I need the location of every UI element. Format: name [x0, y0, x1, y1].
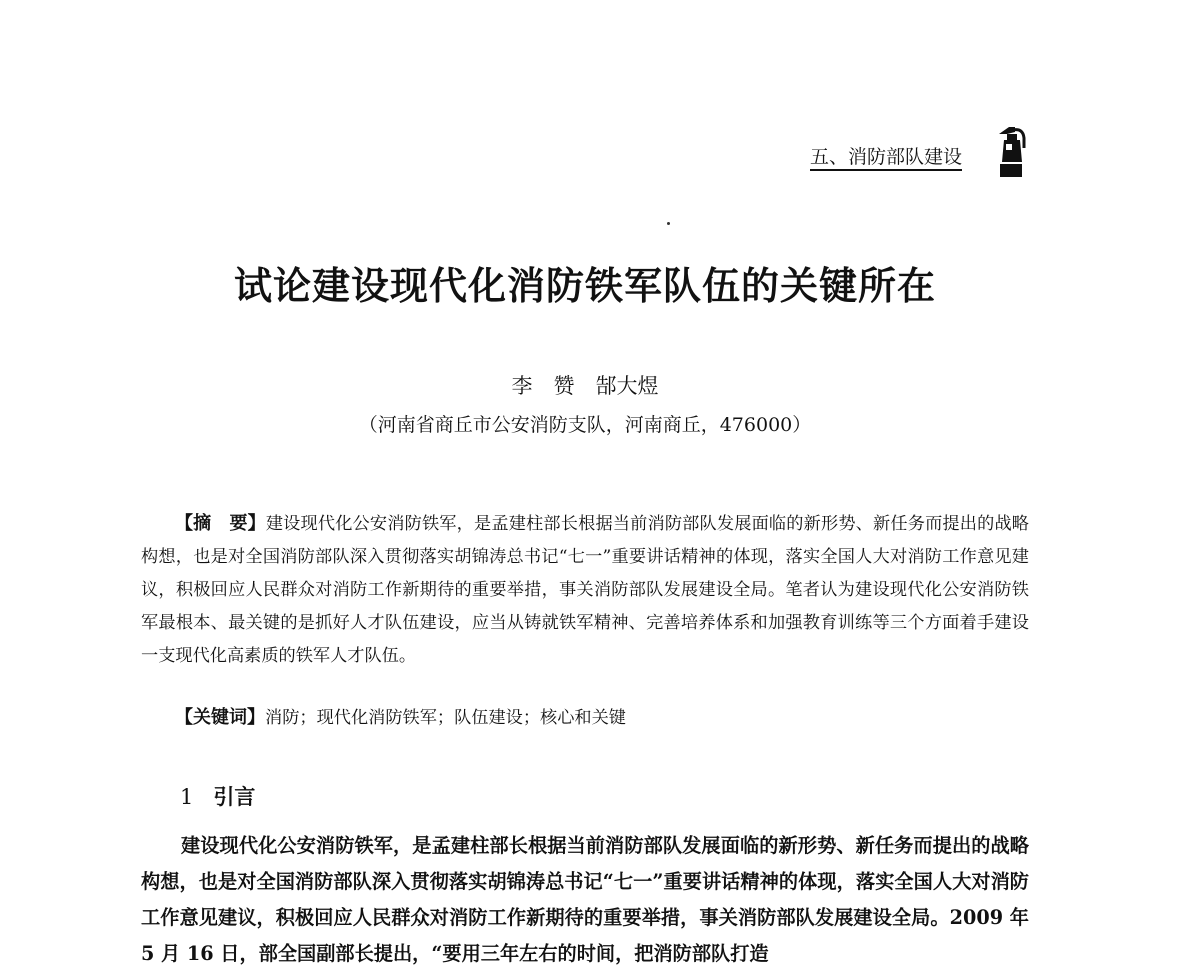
body-paragraph: 建设现代化公安消防铁军，是孟建柱部长根据当前消防部队发展面临的新形势、新任务而提出的战略构想，也是对全国消防部队深入贯彻落实胡锦涛总书记“七一”重要讲话精神的体现，落实全国人大对消防工作意见建议，积极回应人民群众对消防工作新期待的重要举措，事关消防部队发展建设全局。2009 年 5 月 16 日，部全国副部长提出，“要用三年左右的时间，把消防部队打造 [141, 834, 1029, 965]
affiliation: （河南省商丘市公安消防支队，河南商丘，476000） [358, 414, 812, 436]
section-number: 1 [180, 785, 194, 809]
abstract-label: 【摘 要】 [175, 513, 266, 534]
keywords [175, 703, 626, 733]
abstract [141, 507, 1029, 673]
section-heading [180, 782, 255, 812]
abstract-text: 建设现代化公安消防铁军，是孟建柱部长根据当前消防部队发展面临的新形势、新任务而提出的战略构想，也是对全国消防部队深入贯彻落实胡锦涛总书记“七一”重要讲话精神的体现，落实全国人大对消防工作意见建议，积极回应人民群众对消防工作新期待的重要举措，事关消防部队发展建设全局。笔者认为建设现代化公安消防铁军最根本、最关键的是抓好人才队伍建设，应当从铸就铁军精神、完善培养体系和加强教育训练等三个方面着手建设一支现代化高素质的铁军人才队伍。 [141, 514, 1029, 666]
keywords-text: 消防；现代化消防铁军；队伍建设；核心和关键 [265, 708, 626, 728]
fire-extinguisher-icon [993, 124, 1029, 178]
section-title: 引言 [213, 785, 256, 809]
scan-dot [667, 222, 670, 225]
running-header [790, 120, 1040, 180]
authors: 李 赞 郜大煜 [511, 374, 659, 398]
section-label: 五、消防部队建设 [810, 146, 962, 171]
article-title: 试论建设现代化消防铁军队伍的关键所在 [233, 263, 936, 308]
keywords-label: 【关键词】 [175, 707, 265, 728]
